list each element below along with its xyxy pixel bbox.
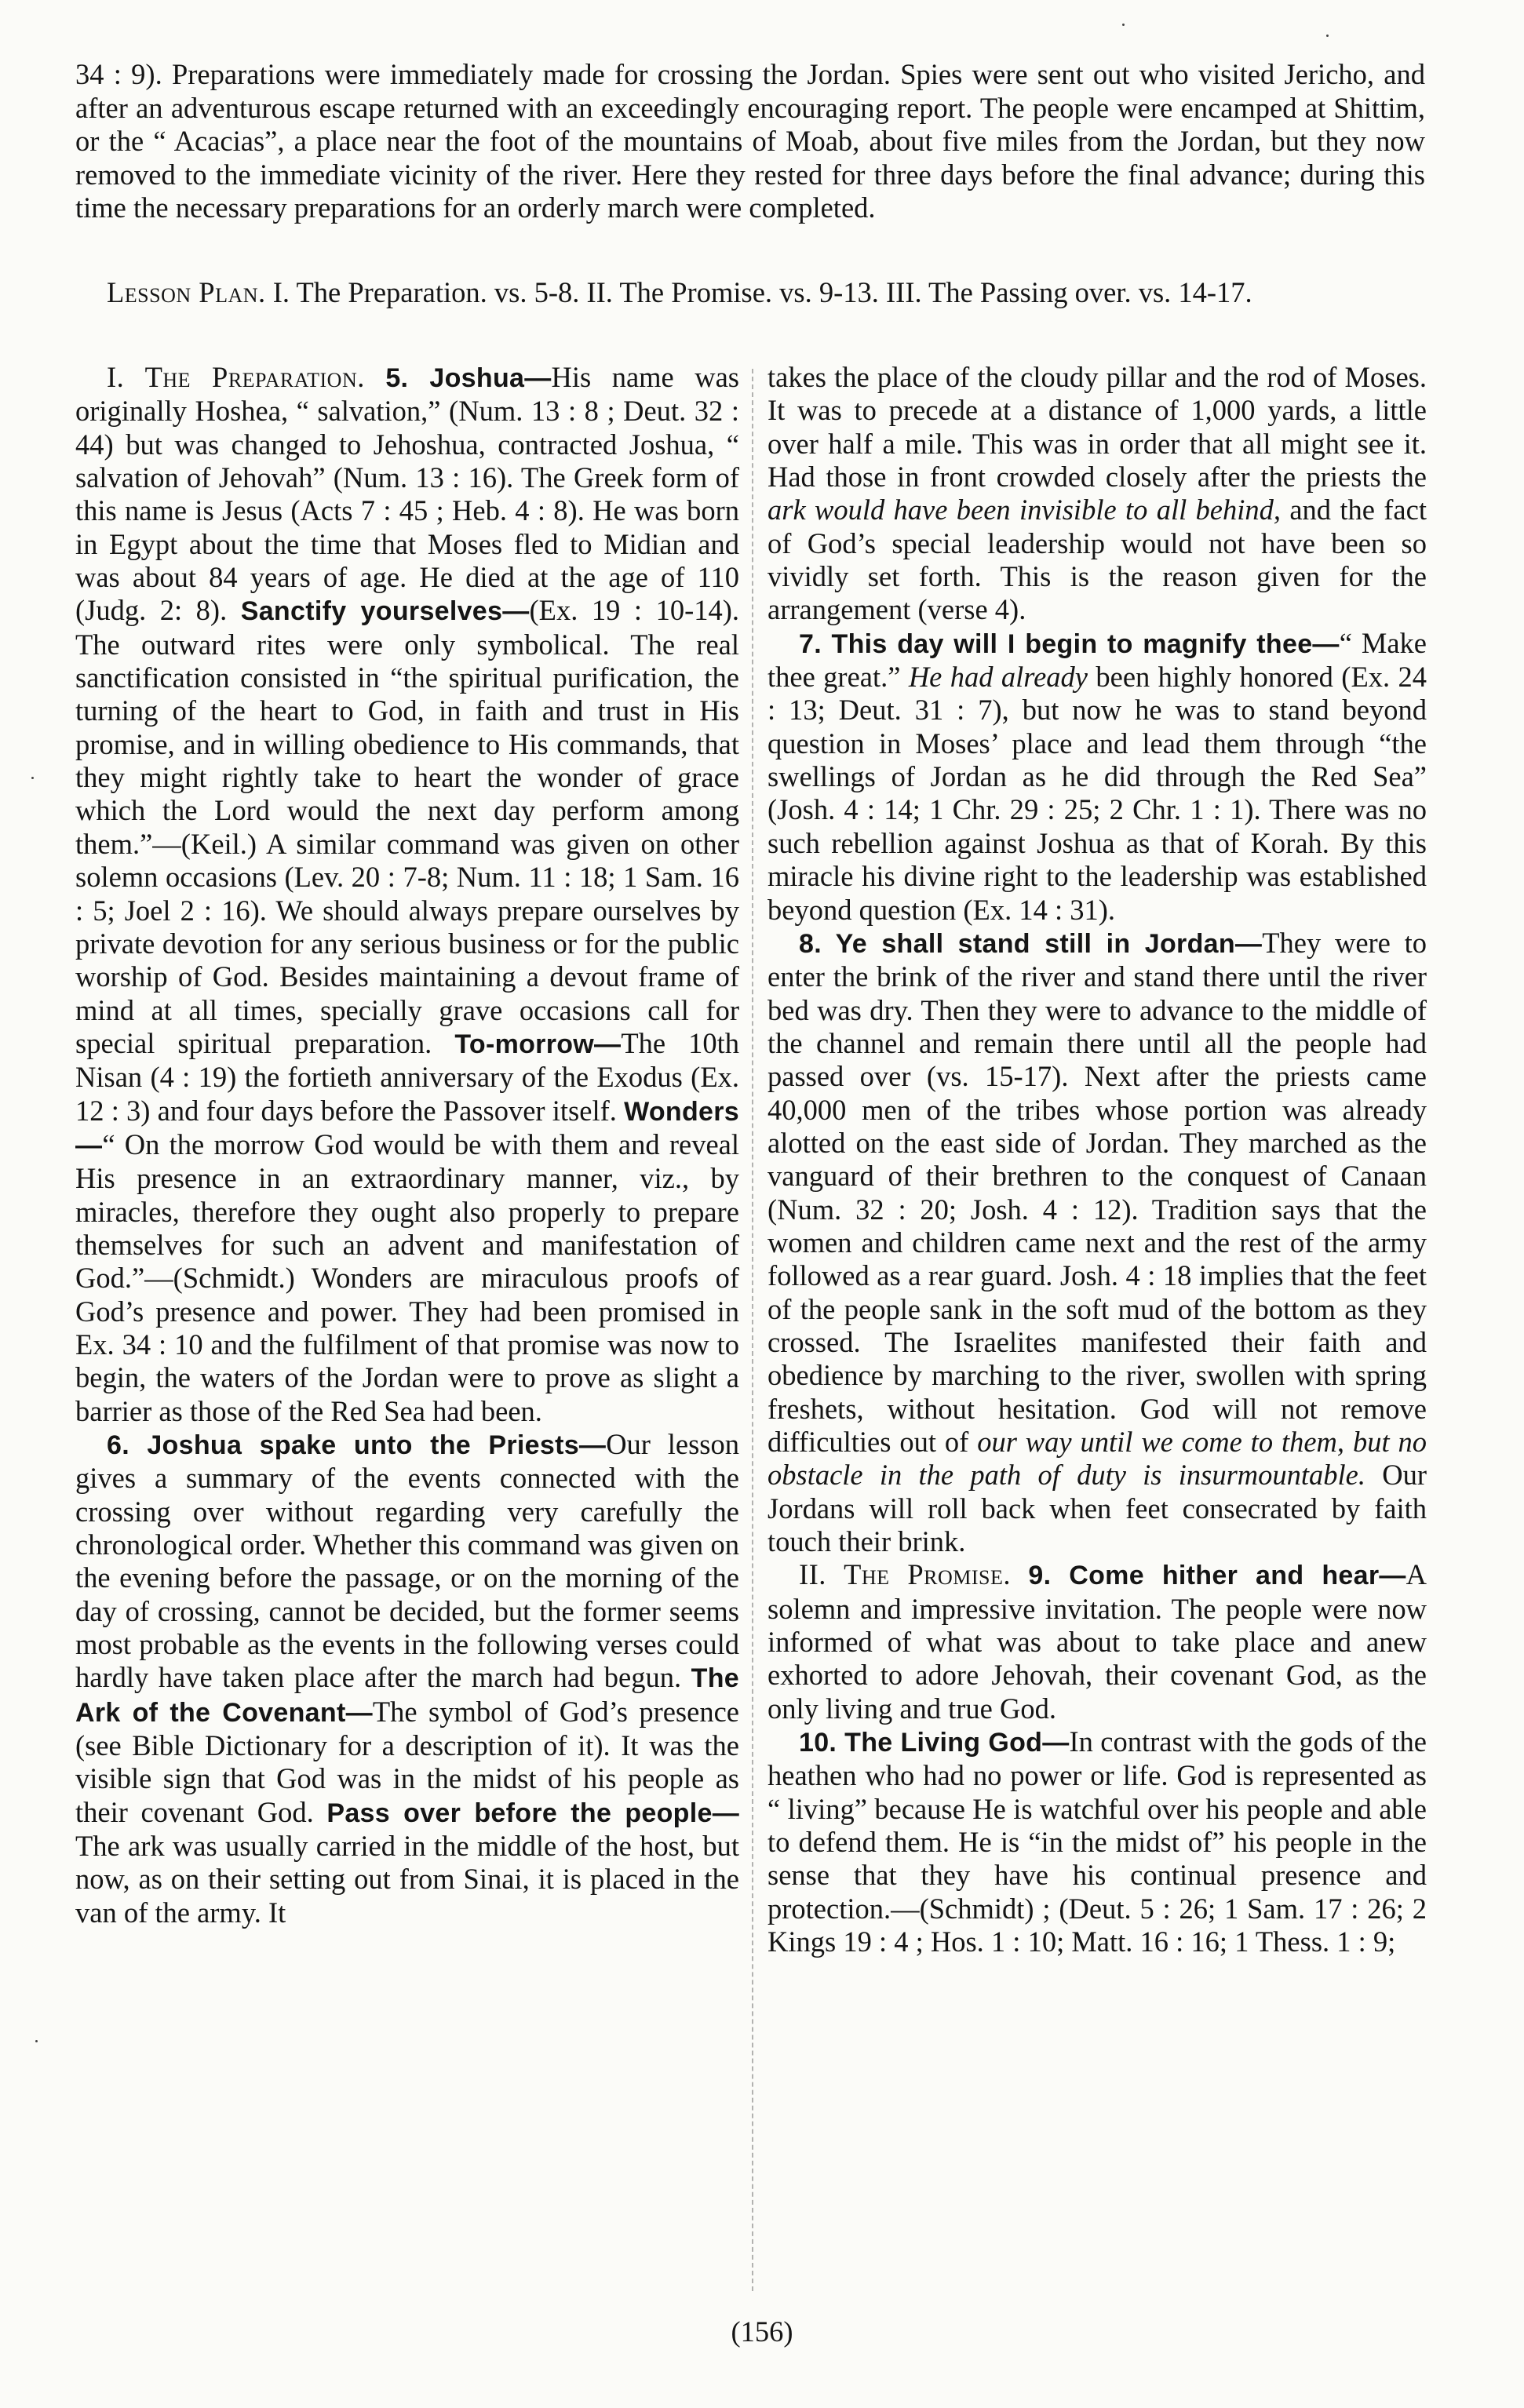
commentary-text: “ On the morrow God would be with them and reveal His presence in an extraordinary manner, viz., by miracles, therefore they ought also properly to prepare themselves for such an advent and manifestation of God.”—(Schmidt.) Wonders are miraculous proofs of God’s presence and power. They had been promised in Ex. 34 : 10 and the fulfilment of that promise was now to begin, the waters of the Jordan were to prove as slight a barrier as those of the Red Sea had been. xyxy=(75,1127,739,1427)
italic-text: He had already xyxy=(908,661,1088,694)
verse-keyword: 8. Ye shall stand still in Jordan— xyxy=(799,928,1263,959)
commentary-text: Our lesson gives a summary of the events connected with the crossing over without regarding very carefully the chronological order. Whether this command was given on the evening before the passage, or on the morning of the day of crossing, cannot be decided, but the former seems most probable as the events in the following verses could hardly have taken place after the march had begun. xyxy=(75,1428,739,1694)
verse-keyword: 7. This day will I begin to magnify thee— xyxy=(799,628,1340,659)
section-promise xyxy=(767,1558,1427,1725)
print-speck xyxy=(1326,35,1329,37)
intro-paragraph xyxy=(75,58,1425,225)
verse-keyword: 6. Joshua spake unto the Priests— xyxy=(107,1430,607,1460)
verse-6-paragraph xyxy=(75,1428,739,1929)
section-preparation xyxy=(75,361,739,1428)
verse-keyword: To-morrow— xyxy=(454,1029,622,1059)
verse-keyword: The Ark of the Covenant— xyxy=(75,1663,739,1728)
commentary-text: The 10th Nisan (4 : 19) the fortieth anniversary of the Exodus (Ex. 12 : 3) and four days before the Passover itself. xyxy=(75,1026,739,1127)
verse-keyword: 5. Joshua— xyxy=(385,363,552,393)
commentary-text: They were to enter the brink of the river and stand there until the river bed was dry. Then they were to advance to the middle of the channel and remain there until all the people had passed over (vs. 15-17). Next after the priests came 40,000 men of the tribes whose portion was already alotted on the east side of Jordan. They marched as the vanguard of their brethren to the conquest of Canaan (Num. 32 : 20; Josh. 4 : 12). Tradition says that the women and children came next and the rest of the army followed as a rear guard. Josh. 4 : 18 implies that the feet of the people sank in the soft mud of the bottom as they crossed. The Israelites manifested their faith and obedience by marching to the river, swollen with spring freshets, without hesitation. God will not remove difficulties out of xyxy=(767,926,1427,1458)
lesson-plan xyxy=(75,276,1425,310)
verse-10-paragraph xyxy=(767,1725,1427,1958)
verse-keyword: Wonders— xyxy=(75,1096,740,1160)
commentary-text: (Ex. 19 : 10-14). The outward rites were only symbolical. The real sanctification consisted in “the spiritual purification, the turning of the heart to God, in faith and trust in His promise, and in willing obedience to His commands, that they might rightly take to heart the wonder of grace which the Lord would the next day perform among them.”—(Keil.) A similar command was given on other solemn occasions (Lev. 20 : 7-8; Num. 11 : 18; 1 Sam. 16 : 5; Joel 2 : 16). We should always prepare ourselves by private devotion for any serious business or for the public worship of God. Besides maintaining a devout frame of mind at all times, specially grave occasions call for special spiritual preparation. xyxy=(75,594,740,1059)
lesson-plan-text: I. The Preparation. vs. 5-8. II. The Promise. vs. 9-13. III. The Passing over. vs. 14-17. xyxy=(272,276,1252,308)
section-heading: II. The Promise. xyxy=(799,1558,1012,1591)
lesson-plan-paragraph xyxy=(75,276,1425,310)
commentary-text: His name was originally Hoshea, “ salvation,” (Num. 13 : 8 ; Deut. 32 : 44) but was changed to Jehoshua, contracted Joshua, “ salvation of Jehovah” (Num. 13 : 16). The Greek form of this name is Jesus (Acts 7 : 45 ; Heb. 4 : 8). He was born in Egypt about the time that Moses fled to Midian and was about 84 years of age. He died at the age of 110 (Judg. 2: 8). xyxy=(75,361,739,627)
continued-paragraph xyxy=(767,361,1427,627)
italic-text: ark would have been invisible to all behind, xyxy=(767,494,1282,526)
quote-text: “ Make thee great.” xyxy=(767,626,1427,694)
verse-keyword: Sanctify yourselves— xyxy=(240,596,530,627)
commentary-text: In contrast with the gods of the heathen who had no power or life. God is represented as “ living” because He is watchful over his people and able to defend them. He is “in the midst of” his people in the sense that they have his continual presence and protection.—(Schmidt) ; (Deut. 5 : 26; 1 Sam. 17 : 26; 2 Kings 19 : 4 ; Hos. 1 : 10; Matt. 16 : 16; 1 Thess. 1 : 9; xyxy=(767,1725,1427,1958)
commentary-text: been highly honored (Ex. 24 : 13; Deut. 31 : 7), but now he was to stand beyond question in Moses’ place and lead them through “the swellings of Jordan as he did through the Red Sea” (Josh. 4 : 14; 1 Chr. 29 : 25; 2 Chr. 1 : 1). There was no such rebellion against Joshua as that of Korah. By this miracle his divine right to the leadership was established beyond question (Ex. 14 : 31). xyxy=(767,661,1427,926)
commentary-text: A solemn and impressive invitation. The people were now informed of what was about to take place and anew exhorted to adore Jehovah, their covenant God, as the only living and true God. xyxy=(767,1558,1427,1725)
verse-keyword: 9. Come hither and hear— xyxy=(1028,1561,1406,1591)
verse-8-paragraph xyxy=(767,927,1427,1559)
column-divider xyxy=(752,369,753,2291)
page-number: (156) xyxy=(731,2315,793,2348)
lesson-plan-label: Lesson Plan. xyxy=(107,276,266,308)
commentary-text: takes the place of the cloudy pillar and the rod of Moses. It was to precede at a distance of 1,000 yards, a little over half a mile. This was in order that all might see it. Had those in front crowded closely after the priests the xyxy=(767,361,1427,494)
print-speck xyxy=(35,2040,38,2042)
italic-text: our way until we come to them, but no obstacle in the path of duty is insurmountable. xyxy=(767,1426,1427,1492)
commentary-text: The symbol of God’s presence (see Bible Dictionary for a description of it). It was the visible sign that God was in the midst of his people as their covenant God. xyxy=(75,1695,739,1828)
right-column xyxy=(767,361,1427,1959)
verse-keyword: 10. The Living God— xyxy=(799,1728,1070,1758)
verse-keyword: Pass over before the people— xyxy=(326,1798,740,1828)
print-speck xyxy=(31,777,34,779)
print-speck xyxy=(1122,24,1125,26)
left-column xyxy=(75,361,739,1929)
verse-7-paragraph xyxy=(767,627,1427,927)
commentary-text: and the fact of God’s special leadership would not have been so vividly set forth. This is the reason given for the arrangement (verse 4). xyxy=(767,494,1427,626)
commentary-text: Our Jordans will roll back when feet consecrated by faith touch their brink. xyxy=(767,1459,1427,1558)
section-heading: I. The Preparation. xyxy=(107,361,365,393)
commentary-text: The ark was usually carried in the middle of the host, but now, as on their setting out from Sinai, it is placed in the van of the army. It xyxy=(75,1830,739,1929)
intro-text: 34 : 9). Preparations were immediately made for crossing the Jordan. Spies were sent out who visited Jericho, and after an adventurous escape returned with an exceedingly encouraging report. The people were encamped at Shittim, or the “ Acacias”, a place near the foot of the mountains of Moab, about five miles from the Jordan, but they now removed to the immediate vicinity of the river. Here they rested for three days before the final advance; during this time the necessary preparations for an orderly march were completed. xyxy=(75,58,1425,224)
